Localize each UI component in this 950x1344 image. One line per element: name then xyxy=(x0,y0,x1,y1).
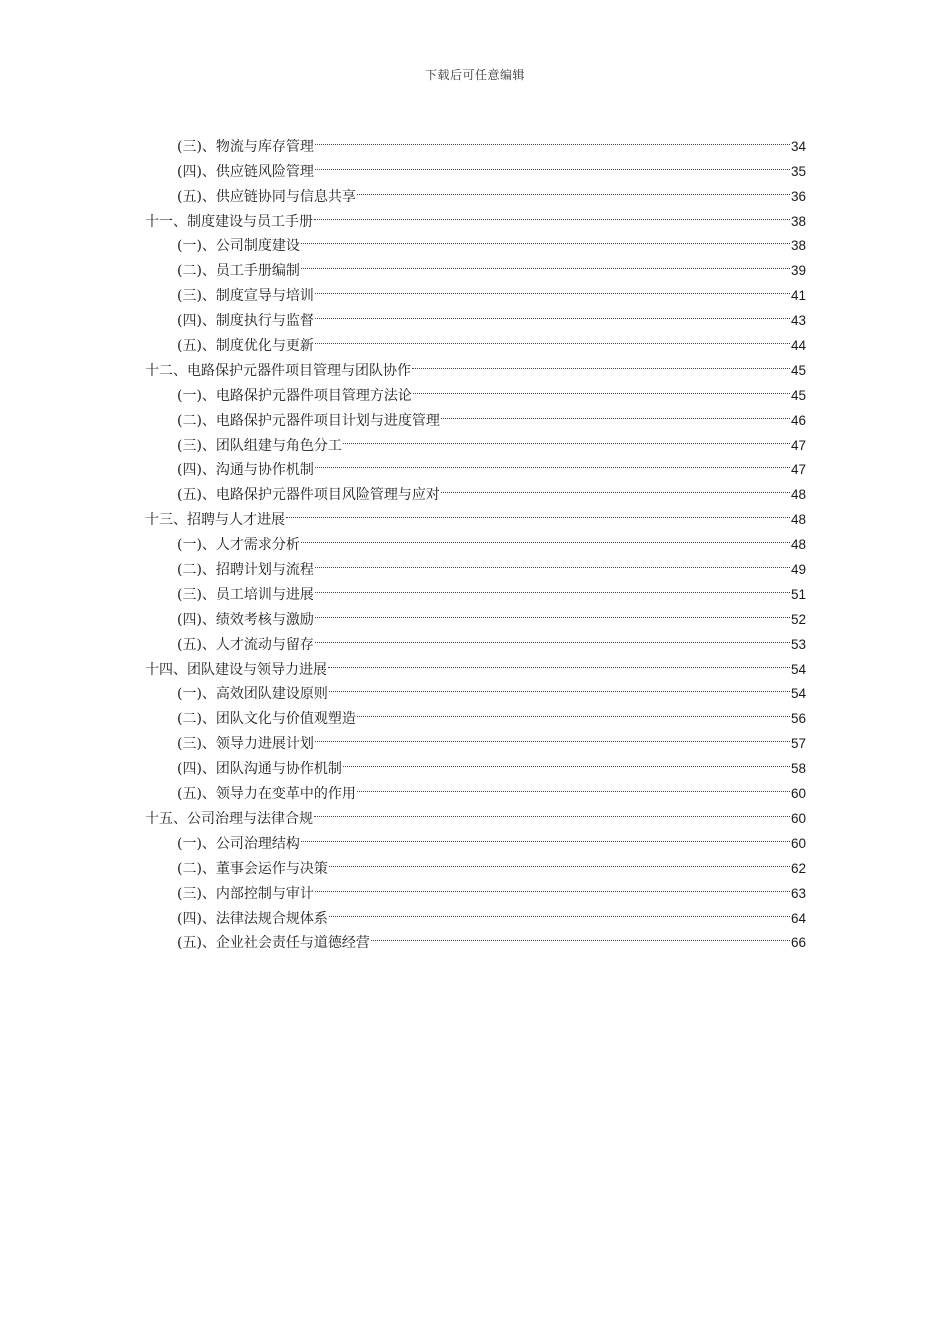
toc-entry-page-number: 62 xyxy=(790,860,806,876)
toc-entry-page-number: 38 xyxy=(790,213,806,229)
toc-dot-leader xyxy=(315,275,790,300)
toc-dot-leader xyxy=(315,151,790,176)
toc-entry-title: (三)、领导力进展计划 xyxy=(177,736,314,753)
toc-entry-page-number: 58 xyxy=(790,761,806,777)
toc-dot-leader xyxy=(371,923,790,948)
toc-entry-page-number: 53 xyxy=(790,636,806,652)
toc-entry-page-number: 45 xyxy=(790,362,806,378)
toc-entry-page-number: 38 xyxy=(790,238,806,254)
toc-entry-title: (二)、电路保护元器件项目计划与进度管理 xyxy=(177,412,440,429)
toc-dot-leader xyxy=(357,773,790,798)
toc-dot-leader xyxy=(329,674,790,699)
toc-dot-leader xyxy=(315,624,790,649)
toc-dot-leader xyxy=(315,126,790,151)
toc-entry-title: 十三、招聘与人才进展 xyxy=(145,512,285,529)
toc-entry-page-number: 60 xyxy=(790,835,806,851)
toc-entry-title: (一)、高效团队建设原则 xyxy=(177,686,328,703)
toc-dot-leader xyxy=(315,549,790,574)
toc-dot-leader xyxy=(441,400,790,425)
toc-entry-title: (三)、员工培训与进展 xyxy=(177,586,314,603)
toc-entry-title: 十一、制度建设与员工手册 xyxy=(145,213,313,230)
toc-entry-page-number: 36 xyxy=(790,188,806,204)
toc-dot-leader xyxy=(314,201,790,226)
toc-entry-title: (五)、企业社会责任与道德经营 xyxy=(177,935,370,952)
table-of-contents xyxy=(145,126,806,952)
toc-entry-page-number: 60 xyxy=(790,810,806,826)
toc-entry-page-number: 44 xyxy=(790,338,806,354)
toc-entry-title: (二)、员工手册编制 xyxy=(177,263,300,280)
toc-dot-leader xyxy=(343,748,790,773)
toc-entry-page-number: 41 xyxy=(790,288,806,304)
toc-entry-title: (一)、公司治理结构 xyxy=(177,835,300,852)
toc-entry-page-number: 60 xyxy=(790,786,806,802)
toc-dot-leader xyxy=(314,798,790,823)
toc-entry-title: (三)、制度宣导与培训 xyxy=(177,288,314,305)
toc-entry-page-number: 66 xyxy=(790,935,806,951)
toc-entry-title: (一)、电路保护元器件项目管理方法论 xyxy=(177,387,412,404)
toc-entry-title: (二)、董事会运作与决策 xyxy=(177,860,328,877)
toc-entry-page-number: 54 xyxy=(790,661,806,677)
toc-dot-leader xyxy=(315,325,790,350)
toc-entry-title: (四)、供应链风险管理 xyxy=(177,163,314,180)
toc-entry-page-number: 48 xyxy=(790,512,806,528)
toc-entry-page-number: 34 xyxy=(790,138,806,154)
toc-dot-leader xyxy=(315,873,790,898)
toc-entry-title: (四)、法律法规合规体系 xyxy=(177,910,328,927)
toc-entry-title: (三)、内部控制与审计 xyxy=(177,885,314,902)
toc-entry-page-number: 49 xyxy=(790,562,806,578)
toc-entry-title: (四)、制度执行与监督 xyxy=(177,313,314,330)
toc-entry-title: (五)、制度优化与更新 xyxy=(177,338,314,355)
toc-entry-title: (三)、团队组建与角色分工 xyxy=(177,437,342,454)
toc-entry-page-number: 64 xyxy=(790,910,806,926)
toc-entry-title: 十四、团队建设与领导力进展 xyxy=(145,661,327,678)
toc-entry-page-number: 47 xyxy=(790,462,806,478)
toc-entry-page-number: 51 xyxy=(790,586,806,602)
toc-entry-page-number: 45 xyxy=(790,387,806,403)
toc-dot-leader xyxy=(301,823,790,848)
toc-entry-title: (二)、团队文化与价值观塑造 xyxy=(177,711,356,728)
toc-entry-page-number: 54 xyxy=(790,686,806,702)
toc-entry-page-number: 48 xyxy=(790,537,806,553)
toc-entry-title: (一)、公司制度建设 xyxy=(177,238,300,255)
toc-dot-leader xyxy=(286,499,790,524)
toc-dot-leader xyxy=(441,474,790,499)
toc-dot-leader xyxy=(357,176,790,201)
toc-dot-leader xyxy=(343,425,790,450)
toc-entry-title: (一)、人才需求分析 xyxy=(177,537,300,554)
toc-entry-title: (五)、人才流动与留存 xyxy=(177,636,314,653)
toc-dot-leader xyxy=(315,723,790,748)
toc-entry-title: (三)、物流与库存管理 xyxy=(177,138,314,155)
toc-dot-leader xyxy=(329,848,790,873)
toc-dot-leader xyxy=(357,698,790,723)
toc-entry-title: (五)、电路保护元器件项目风险管理与应对 xyxy=(177,487,440,504)
toc-entry-page-number: 47 xyxy=(790,437,806,453)
toc-entry-page-number: 48 xyxy=(790,487,806,503)
toc-entry-title: (四)、沟通与协作机制 xyxy=(177,462,314,479)
toc-entry-title: (四)、团队沟通与协作机制 xyxy=(177,761,342,778)
toc-dot-leader xyxy=(412,350,790,375)
toc-dot-leader xyxy=(329,898,790,923)
toc-entry-page-number: 46 xyxy=(790,412,806,428)
toc-dot-leader xyxy=(301,250,790,275)
toc-entry-title: 十五、公司治理与法律合规 xyxy=(145,810,313,827)
toc-entry-page-number: 35 xyxy=(790,163,806,179)
toc-entry-title: 十二、电路保护元器件项目管理与团队协作 xyxy=(145,362,411,379)
toc-section-entry[interactable] xyxy=(145,126,806,155)
toc-entry-page-number: 57 xyxy=(790,736,806,752)
toc-dot-leader xyxy=(301,524,790,549)
toc-entry-title: (五)、领导力在变革中的作用 xyxy=(177,786,356,803)
toc-entry-page-number: 39 xyxy=(790,263,806,279)
toc-entry-title: (二)、招聘计划与流程 xyxy=(177,562,314,579)
toc-dot-leader xyxy=(315,450,790,475)
toc-dot-leader xyxy=(328,649,790,674)
toc-entry-title: (四)、绩效考核与激励 xyxy=(177,611,314,628)
toc-dot-leader xyxy=(301,226,790,251)
toc-entry-page-number: 52 xyxy=(790,611,806,627)
toc-dot-leader xyxy=(315,300,790,325)
toc-dot-leader xyxy=(315,599,790,624)
toc-entry-page-number: 43 xyxy=(790,313,806,329)
toc-entry-page-number: 63 xyxy=(790,885,806,901)
toc-dot-leader xyxy=(315,574,790,599)
toc-dot-leader xyxy=(413,375,790,400)
toc-entry-title: (五)、供应链协同与信息共享 xyxy=(177,188,356,205)
page-header-note: 下载后可任意编辑 xyxy=(424,68,525,82)
toc-entry-page-number: 56 xyxy=(790,711,806,727)
